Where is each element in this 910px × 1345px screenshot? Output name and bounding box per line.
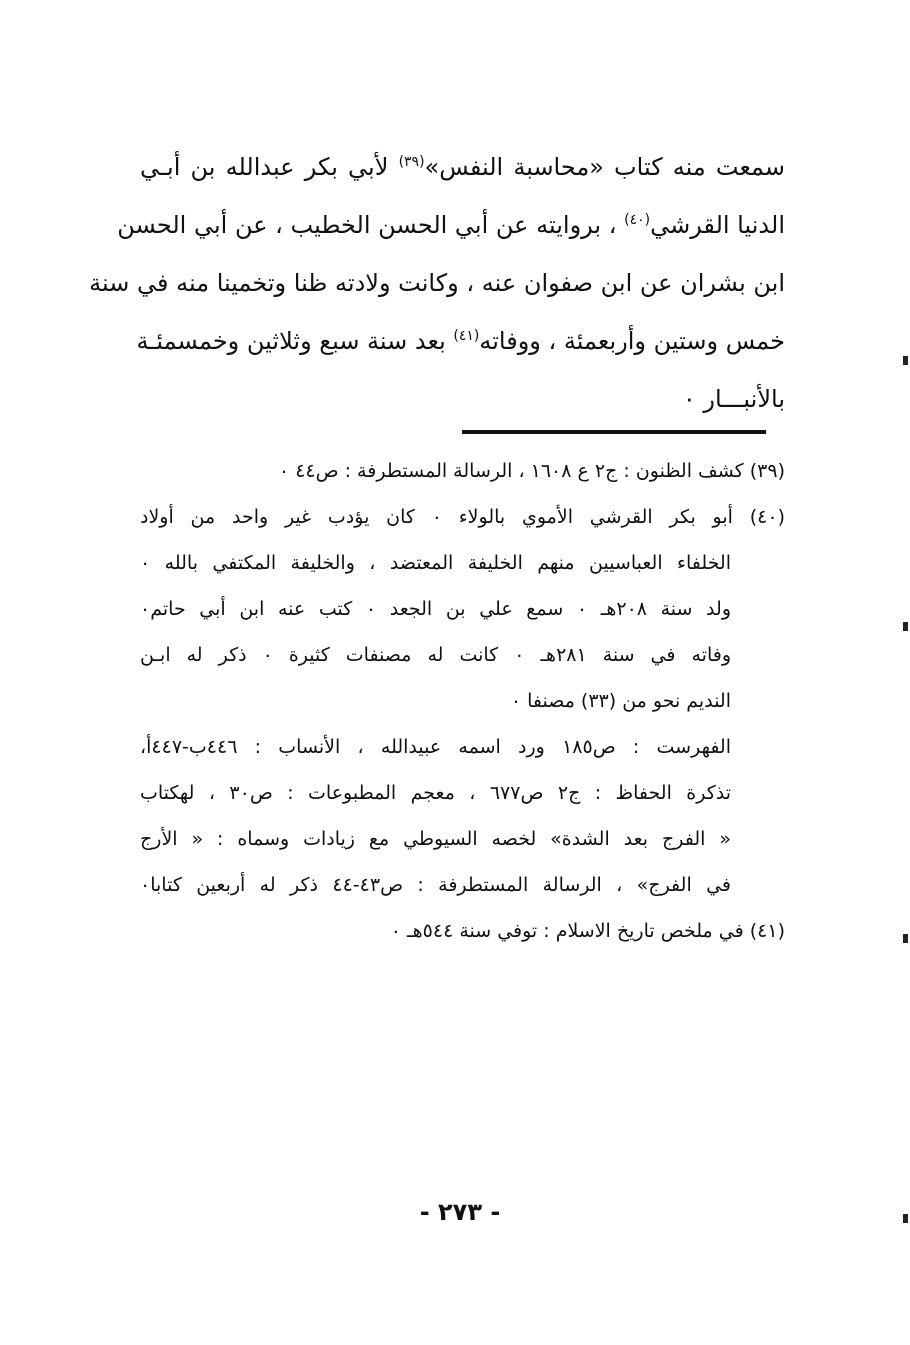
footnote-40-line-4: وفاته في سنة ٢٨١هـ ٠ كانت له مصنفات كثيرة ٠ ذكر له ابـن — [140, 644, 731, 666]
footnote-40-line-8: « الفرج بعد الشدة» لخصه السيوطي مع زيادات وسماه : « الأرج — [140, 828, 731, 850]
footnote-39: (٣٩) كشف الظنون : ج٢ ع ١٦٠٨ ، الرسالة المستطرفة : ص٤٤ ٠ — [278, 460, 785, 482]
footnote-40-line-3: ولد سنة ٢٠٨هـ ٠ سمع علي بن الجعد ٠ كتب عنه ابن أبي حاتم٠ — [140, 598, 731, 620]
footnote-40-line-1: (٤٠) أبو بكر القرشي الأموي بالولاء ٠ كان يؤدب غير واحد من أولاد — [140, 506, 785, 528]
footnotes — [140, 448, 785, 954]
main-line-5: بالأنبـــار ٠ — [682, 385, 785, 413]
footnote-ref-40: (٤٠) — [624, 212, 651, 228]
main-line-3: ابن بشران عن ابن صفوان عنه ، وكانت ولادته ظنا وتخمينا منه في سنة — [89, 269, 785, 297]
footnote-ref-41: (٤١) — [453, 328, 480, 344]
main-line-1: سمعت منه كتاب «محاسبة النفس»$^{(٣٩)}$ لأبي بكر عبدالله بن أبـي — [140, 153, 785, 181]
scan-edge-mark — [903, 622, 908, 631]
main-paragraph — [89, 138, 785, 428]
footnote-40-line-7: تذكرة الحفاظ : ج٢ ص٦٧٧ ، معجم المطبوعات : ص٣٠ ، لهكتاب — [140, 782, 731, 804]
footnote-40-line-5: النديم نحو من (٣٣) مصنفا ٠ — [510, 690, 731, 712]
footnote-ref-39: (٣٩) — [398, 154, 425, 170]
footnote-40-line-2: الخلفاء العباسيين منهم الخليفة المعتضد ، والخليفة المكتفي بالله ٠ — [140, 552, 731, 574]
footnote-41: (٤١) في ملخص تاريخ الاسلام : توفي سنة ٥٤٤هـ ٠ — [390, 920, 785, 942]
scan-edge-mark — [903, 1214, 908, 1223]
main-line-4: خمس وستين وأربعمئة ، ووفاته$^{(٤١)}$ بعد سنة سبع وثلاثين وخمسمئـة — [136, 327, 785, 355]
main-line-2: الدنيا القرشي$^{(٤٠)}$ ، بروايته عن أبي الحسن الخطيب ، عن أبي الحسن — [117, 211, 785, 239]
scan-edge-mark — [903, 934, 908, 943]
page-number: - ٢٧٣ - — [419, 1198, 501, 1226]
footnote-40-line-9: في الفرج» ، الرسالة المستطرفة : ص٤٣-٤٤ ذكر له أربعين كتابا٠ — [140, 874, 732, 896]
footnote-40-line-6: الفهرست : ص١٨٥ ورد اسمه عبيدالله ، الأنساب : ٤٤٦ب-٤٤٧أ، — [140, 736, 732, 758]
footnote-separator — [462, 430, 766, 434]
scan-edge-mark — [903, 356, 908, 365]
